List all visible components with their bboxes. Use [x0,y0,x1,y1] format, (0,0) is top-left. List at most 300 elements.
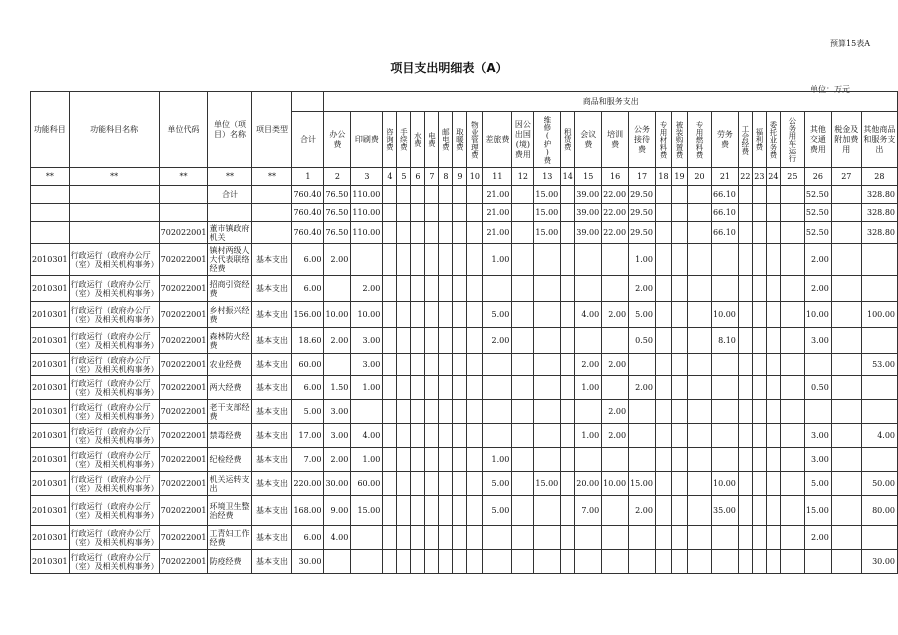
value-cell: 4.00 [861,424,897,448]
value-cell [687,186,711,204]
value-cell: 30.00 [861,550,897,574]
func-code-cell: 2010301 [31,376,70,400]
proj-type-cell: 基本支出 [252,448,292,472]
value-cell: 2.00 [483,328,512,354]
value-cell [439,276,453,302]
value-cell [711,244,738,276]
proj-type-cell: 基本支出 [252,354,292,376]
value-cell: 9.00 [324,496,351,526]
table-row [31,496,898,526]
column-number: 24 [766,168,780,186]
func-name-header: 功能科目名称 [69,92,159,168]
value-cell: 10.00 [351,302,383,328]
value-cell [831,472,861,496]
value-cell: 52.50 [804,186,831,204]
value-cell [780,550,804,574]
unit-name-header: 单位（项目）名称 [208,92,252,168]
column-number: 23 [752,168,766,186]
unit-name-cell: 乡村振兴经费 [208,302,252,328]
value-cell [512,376,534,400]
table-row [31,424,898,448]
column-number: 14 [561,168,575,186]
value-cell: 80.00 [861,496,897,526]
value-cell: 29.50 [629,222,656,244]
value-cell [671,526,687,550]
column-number: 6 [411,168,425,186]
value-cell [561,222,575,244]
table-row [31,400,898,424]
column-header: 公务接待费 [629,112,656,168]
value-cell [561,244,575,276]
value-cell [561,354,575,376]
column-number: 28 [861,168,897,186]
value-cell: 2.00 [602,302,629,328]
value-cell [512,328,534,354]
value-cell [766,354,780,376]
column-header: 税金及附加费用 [831,112,861,168]
value-cell [397,424,411,448]
value-cell: 110.00 [351,204,383,222]
value-cell [602,376,629,400]
value-cell [655,526,671,550]
proj-type-cell: 基本支出 [252,400,292,424]
proj-type-cell: 基本支出 [252,302,292,328]
unit-code-cell: 702022001 [159,328,208,354]
value-cell: 2.00 [629,496,656,526]
value-cell [411,424,425,448]
value-cell: 6.00 [292,376,324,400]
value-cell [453,496,467,526]
value-cell [534,354,561,376]
value-cell: 5.00 [804,472,831,496]
value-cell [780,354,804,376]
value-cell [831,496,861,526]
value-cell: 3.00 [351,328,383,354]
star-cell: ** [159,168,208,186]
value-cell: 1.00 [483,244,512,276]
value-cell [425,496,439,526]
func-code-cell: 2010301 [31,354,70,376]
table-row [31,448,898,472]
value-cell [439,204,453,222]
value-cell [738,302,752,328]
value-cell [439,400,453,424]
column-number: 13 [534,168,561,186]
value-cell: 15.00 [351,496,383,526]
value-cell: 2.00 [602,354,629,376]
value-cell: 760.40 [292,222,324,244]
value-cell [439,472,453,496]
column-header: 电费 [425,112,439,168]
header-row-numbers [31,168,898,186]
value-cell [575,276,602,302]
value-cell [467,376,483,400]
value-cell [629,448,656,472]
value-cell [766,496,780,526]
value-cell [671,354,687,376]
value-cell: 2.00 [804,276,831,302]
value-cell: 0.50 [629,328,656,354]
column-header: 维修(护)费 [534,112,561,168]
value-cell [383,186,397,204]
value-cell [512,302,534,328]
value-cell [483,376,512,400]
unit-name-cell: 农业经费 [208,354,252,376]
value-cell [711,400,738,424]
value-cell [439,222,453,244]
func-name-cell: 行政运行（政府办公厅（室）及相关机构事务） [69,302,159,328]
func-code-cell [31,204,70,222]
value-cell: 22.00 [602,186,629,204]
column-header: 劳务费 [711,112,738,168]
star-cell: ** [252,168,292,186]
proj-type-cell: 基本支出 [252,328,292,354]
value-cell [561,328,575,354]
unit-name-cell: 招商引资经费 [208,276,252,302]
value-cell [671,472,687,496]
value-cell [831,448,861,472]
value-cell [711,354,738,376]
value-cell [711,376,738,400]
value-cell [766,302,780,328]
column-header: 因公出国(境)费用 [512,112,534,168]
value-cell: 21.00 [483,186,512,204]
value-cell [397,204,411,222]
value-cell [671,204,687,222]
column-header: 合计 [292,112,324,168]
value-cell [512,186,534,204]
value-cell: 76.50 [324,204,351,222]
value-cell: 2.00 [324,244,351,276]
value-cell: 2.00 [602,424,629,448]
table-row [31,526,898,550]
value-cell [752,472,766,496]
value-cell [324,354,351,376]
value-cell [738,526,752,550]
value-cell [512,424,534,448]
value-cell [831,328,861,354]
value-cell [411,550,425,574]
column-header: 委托业务费 [766,112,780,168]
value-cell [602,276,629,302]
value-cell [425,186,439,204]
page-title: 项目支出明细表（A） [390,61,508,75]
value-cell: 3.00 [351,354,383,376]
column-header: 租赁费 [561,112,575,168]
value-cell [831,550,861,574]
value-cell [738,400,752,424]
value-cell [439,244,453,276]
column-number: 17 [629,168,656,186]
func-name-cell: 行政运行（政府办公厅（室）及相关机构事务） [69,328,159,354]
unit-code-cell: 702022001 [159,302,208,328]
value-cell: 3.00 [324,424,351,448]
value-cell [453,276,467,302]
value-cell [411,496,425,526]
value-cell: 156.00 [292,302,324,328]
value-cell [602,244,629,276]
value-cell: 2.00 [351,276,383,302]
table-row [31,354,898,376]
value-cell [687,354,711,376]
column-number: 8 [439,168,453,186]
value-cell [453,376,467,400]
value-cell: 4.00 [324,526,351,550]
value-cell [467,472,483,496]
value-cell: 10.00 [711,302,738,328]
value-cell: 5.00 [483,472,512,496]
func-code-header: 功能科目 [31,92,70,168]
value-cell [752,354,766,376]
value-cell: 52.50 [804,222,831,244]
value-cell [397,472,411,496]
value-cell [397,376,411,400]
group-header: 商品和服务支出 [324,92,898,112]
value-cell [397,526,411,550]
value-cell [467,400,483,424]
value-cell: 10.00 [804,302,831,328]
value-cell [738,186,752,204]
value-cell [766,244,780,276]
value-cell [383,204,397,222]
value-cell [780,496,804,526]
value-cell: 2.00 [324,448,351,472]
value-cell [439,328,453,354]
unit-name-cell: 防疫经费 [208,550,252,574]
star-cell: ** [208,168,252,186]
column-header: 公务用车运行 [780,112,804,168]
proj-type-cell: 基本支出 [252,424,292,448]
column-number: 3 [351,168,383,186]
value-cell [752,186,766,204]
value-cell [711,424,738,448]
value-cell [655,302,671,328]
value-cell [561,400,575,424]
value-cell [711,276,738,302]
value-cell [512,496,534,526]
value-cell [439,526,453,550]
column-header: 其他交通费用 [804,112,831,168]
func-name-cell: 行政运行（政府办公厅（室）及相关机构事务） [69,448,159,472]
value-cell: 39.00 [575,222,602,244]
value-cell [766,448,780,472]
value-cell [534,276,561,302]
table-row [31,222,898,244]
value-cell: 60.00 [351,472,383,496]
value-cell [383,526,397,550]
value-cell [738,204,752,222]
value-cell [397,328,411,354]
func-name-cell [69,222,159,244]
value-cell [687,472,711,496]
value-cell [397,400,411,424]
value-cell [752,400,766,424]
value-cell [711,526,738,550]
unit-label: 单位：万元 [810,85,850,94]
value-cell: 66.10 [711,222,738,244]
header-row-group [31,92,898,112]
value-cell: 35.00 [711,496,738,526]
column-number: 2 [324,168,351,186]
value-cell: 7.00 [575,496,602,526]
value-cell [671,376,687,400]
value-cell: 76.50 [324,222,351,244]
value-cell [439,354,453,376]
value-cell [467,186,483,204]
func-code-cell: 2010301 [31,328,70,354]
value-cell [534,424,561,448]
value-cell [467,496,483,526]
value-cell [383,472,397,496]
value-cell [425,472,439,496]
column-number: 27 [831,168,861,186]
value-cell [687,526,711,550]
value-cell [453,328,467,354]
value-cell: 1.00 [575,376,602,400]
value-cell [738,376,752,400]
value-cell [780,302,804,328]
value-cell [655,550,671,574]
func-name-cell: 行政运行（政府办公厅（室）及相关机构事务） [69,244,159,276]
value-cell: 53.00 [861,354,897,376]
value-cell [467,550,483,574]
expenditure-table [30,91,898,574]
unit-code-cell: 702022001 [159,276,208,302]
value-cell [752,376,766,400]
value-cell [425,328,439,354]
value-cell: 15.00 [534,186,561,204]
value-cell [411,186,425,204]
table-row [31,302,898,328]
func-code-cell: 2010301 [31,496,70,526]
value-cell: 328.80 [861,222,897,244]
value-cell [687,496,711,526]
value-cell [752,276,766,302]
proj-type-cell: 基本支出 [252,376,292,400]
value-cell [804,550,831,574]
value-cell [780,244,804,276]
value-cell: 5.00 [292,400,324,424]
column-number: 15 [575,168,602,186]
value-cell: 6.00 [292,526,324,550]
column-header: 差旅费 [483,112,512,168]
value-cell: 2.00 [575,354,602,376]
value-cell: 76.50 [324,186,351,204]
value-cell [687,424,711,448]
value-cell [752,448,766,472]
value-cell [383,302,397,328]
proj-type-cell: 基本支出 [252,276,292,302]
value-cell [425,302,439,328]
value-cell [687,302,711,328]
value-cell [780,526,804,550]
value-cell [780,400,804,424]
value-cell: 2.00 [324,328,351,354]
value-cell [738,244,752,276]
value-cell [512,472,534,496]
value-cell [425,376,439,400]
unit-code-cell: 702022001 [159,354,208,376]
value-cell [439,302,453,328]
value-cell [351,244,383,276]
proj-type-cell: 基本支出 [252,244,292,276]
value-cell [453,186,467,204]
value-cell [467,448,483,472]
value-cell: 2.00 [629,376,656,400]
value-cell [655,472,671,496]
value-cell [425,448,439,472]
value-cell: 5.00 [483,302,512,328]
value-cell [861,526,897,550]
value-cell [512,354,534,376]
value-cell [780,376,804,400]
value-cell [411,354,425,376]
value-cell [738,222,752,244]
value-cell [752,328,766,354]
value-cell [766,526,780,550]
value-cell [655,496,671,526]
value-cell [453,550,467,574]
value-cell [534,496,561,526]
value-cell [575,400,602,424]
value-cell [671,276,687,302]
value-cell [671,328,687,354]
value-cell [780,448,804,472]
value-cell: 6.00 [292,276,324,302]
table-row [31,550,898,574]
value-cell: 20.00 [575,472,602,496]
value-cell [561,302,575,328]
value-cell [467,328,483,354]
func-name-cell: 行政运行（政府办公厅（室）及相关机构事务） [69,472,159,496]
value-cell: 1.00 [483,448,512,472]
value-cell [411,400,425,424]
unit-name-cell: 镇村两级人大代表联络经费 [208,244,252,276]
proj-type-cell: 基本支出 [252,472,292,496]
report-tag: 预算15表A [830,39,870,48]
column-number: 26 [804,168,831,186]
value-cell [655,354,671,376]
value-cell [629,550,656,574]
table-row [31,244,898,276]
value-cell: 8.10 [711,328,738,354]
value-cell [752,204,766,222]
value-cell [411,302,425,328]
value-cell [804,354,831,376]
func-code-cell: 2010301 [31,472,70,496]
value-cell: 21.00 [483,204,512,222]
value-cell: 3.00 [804,448,831,472]
value-cell [687,222,711,244]
value-cell [671,222,687,244]
value-cell [766,550,780,574]
value-cell [655,276,671,302]
value-cell [324,276,351,302]
value-cell: 3.00 [324,400,351,424]
proj-type-cell [252,222,292,244]
func-name-cell: 行政运行（政府办公厅（室）及相关机构事务） [69,424,159,448]
value-cell [780,472,804,496]
value-cell [831,244,861,276]
value-cell [687,448,711,472]
column-header: 被装购置费 [671,112,687,168]
value-cell: 15.00 [629,472,656,496]
value-cell [411,204,425,222]
value-cell [561,424,575,448]
value-cell: 0.50 [804,376,831,400]
value-cell [575,448,602,472]
value-cell [831,424,861,448]
